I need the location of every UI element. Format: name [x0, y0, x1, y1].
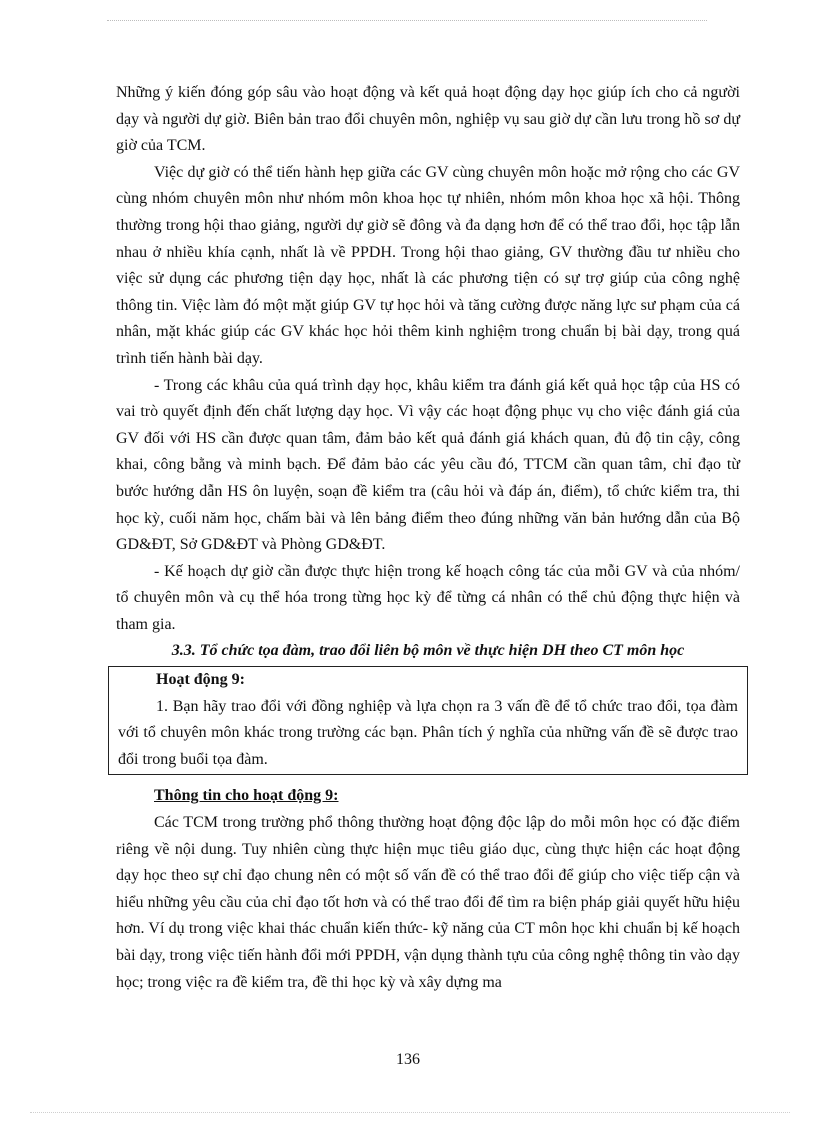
paragraph-4: - Kế hoạch dự giờ cần được thực hiện trong kế hoạch công tác của mỗi GV và của nhóm/ tổ chuyên môn và cụ thể hóa trong từng học kỳ để từng cá nhân có thể chủ động thực hiện và tham gia.	[116, 562, 740, 633]
section-heading: 3.3. Tổ chức tọa đàm, trao đổi liên bộ môn về thực hiện DH theo CT môn học	[171, 642, 685, 660]
info-title: Thông tin cho hoạt động 9:	[154, 787, 339, 805]
info-paragraph: Các TCM trong trường phổ thông thường hoạt động độc lập do mỗi môn học có đặc điểm riêng về nội dung. Tuy nhiên cùng thực hiện mục tiêu giáo dục, cùng thực hiện các hoạt động dạy học theo sự chỉ đạo chung nên có một số vấn đề có thể trao đổi để giúp cho việc tiếp cận và hiểu những yêu cầu của chỉ đạo tốt hơn và có thể trao đổi để tìm ra biện pháp giải quyết hữu hiệu hơn. Ví dụ trong việc khai thác chuẩn kiến thức- kỹ năng của CT môn học khi chuẩn bị kế hoạch bài dạy, trong việc tiến hành đổi mới PPDH, vận dụng thành tựu của công nghệ thông tin vào dạy học; trong việc ra đề kiểm tra, đề thi học kỳ và xây dựng ma	[116, 814, 740, 991]
activity-box	[108, 666, 748, 775]
page-body	[116, 80, 740, 996]
paragraph-3: - Trong các khâu của quá trình dạy học, khâu kiểm tra đánh giá kết quả học tập của HS có vai trò quyết định đến chất lượng dạy học. Vì vậy các hoạt động phục vụ cho việc đánh giá của GV đối với HS cần được quan tâm, đảm bảo kết quả đánh giá khách quan, đủ độ tin cậy, công khai, công bằng và minh bạch. Để đảm bảo các yêu cầu đó, TTCM cần quan tâm, chỉ đạo từ bước hướng dẫn HS ôn luyện, soạn đề kiểm tra (câu hỏi và đáp án, điểm), tổ chức kiểm tra, thi học kỳ, cuối năm học, chấm bài và lên bảng điểm theo đúng những văn bản hướng dẫn của Bộ GD&ĐT, Sở GD&ĐT và Phòng GD&ĐT.	[116, 376, 740, 554]
page-number: 136	[396, 1051, 420, 1068]
activity-text: 1. Bạn hãy trao đổi với đồng nghiệp và lựa chọn ra 3 vấn đề để tổ chức trao đổi, tọa đàm với tổ chuyên môn khác trong trường các bạn. Phân tích ý nghĩa của những vấn đề sẽ được trao đổi trong buổi tọa đàm.	[118, 697, 738, 768]
activity-title: Hoạt động 9:	[156, 671, 245, 689]
paragraph-2: Việc dự giờ có thể tiến hành hẹp giữa các GV cùng chuyên môn hoặc mở rộng cho các GV cùng nhóm chuyên môn như nhóm môn khoa học tự nhiên, nhóm môn khoa học xã hội. Thông thường trong hội thao giảng, người dự giờ sẽ đông và đa dạng hơn để có thể trao đổi, học tập lẫn nhau ở nhiều khía cạnh, nhất là về PPDH. Trong hội thao giảng, GV thường đầu tư nhiều cho việc sử dụng các phương tiện dạy học, nhất là các phương tiện có sự trợ giúp của công nghệ thông tin. Việc làm đó một mặt giúp GV tự học hỏi và tăng cường được năng lực sư phạm của cá nhân, mặt khác giúp các GV khác học hỏi thêm kinh nghiệm trong chuẩn bị bài dạy, trong quá trình tiến hành bài dạy.	[116, 163, 740, 367]
paragraph-1: Những ý kiến đóng góp sâu vào hoạt động và kết quả hoạt động dạy học giúp ích cho cả người dạy và người dự giờ. Biên bản trao đổi chuyên môn, nghiệp vụ sau giờ dự cần lưu trong hồ sơ dự giờ của TCM.	[116, 84, 740, 155]
top-divider	[107, 20, 707, 21]
bottom-divider	[30, 1112, 790, 1113]
